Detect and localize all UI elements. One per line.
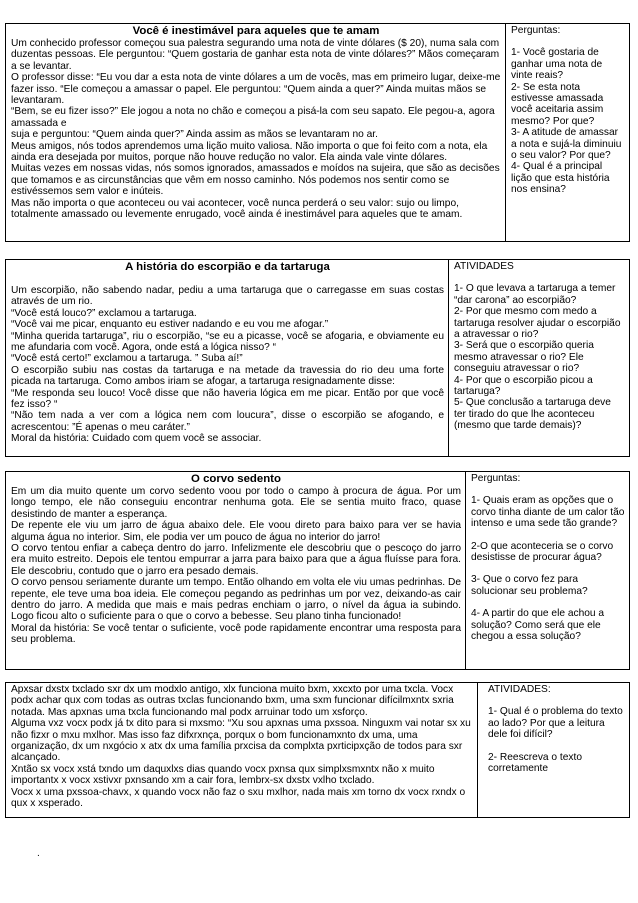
activities-panel-2	[449, 260, 629, 456]
story-box-4	[5, 682, 630, 818]
activity-item: 5- Que conclusão a tartaruga deve ter tirado do que lhe aconteceu (mesmo que tarde demais)?	[454, 397, 611, 432]
story-title-2: A história do escorpião e da tartaruga	[125, 261, 330, 273]
story-paragraph: Um escorpião, não sabendo nadar, pediu a uma tartaruga que o carregasse em suas costas através de um rio.	[11, 285, 444, 308]
question-item: 3- A atitude de amassar a nota e sujá-la diminuiu o seu valor? Por que?	[511, 127, 622, 162]
questions-panel-1	[506, 24, 629, 241]
story-paragraph: Moral da história: Se você tentar o suficiente, você pode rapidamente encontrar uma resposta para seu problema.	[11, 622, 461, 646]
question-item: 4- Qual é a principal lição que esta história nos ensina?	[511, 161, 610, 196]
story-paragraph: O corvo tentou enfiar a cabeça dentro do jarro. Infelizmente ele descobriu que o pescoço do jarro era muito estreito. Depois ele tentou empurrar a jarra para baixo para que a água fluísse para fora. Ele descobriu, contudo que o jarro era pesado demais.	[11, 543, 461, 577]
story-paragraph: O professor disse: “Eu vou dar a esta nota de vinte dólares a um de vocês, mas em primeiro lugar, deixe-me fazer isso. “Ele começou a amassar o papel. Ele perguntou: “Quem ainda a quer?” Ainda muitas mãos se levantaram.	[11, 72, 501, 107]
activity-item: 4- Por que o escorpião picou a tartaruga?	[454, 374, 593, 398]
story-box-1	[5, 23, 630, 242]
story-title-3: O corvo sedento	[191, 473, 281, 485]
story-paragraph: O escorpião subiu nas costas da tartaruga e na metade da travessia do rio deu uma forte picada na tartaruga. Como ambos iriam se afogar, a tartaruga resignadamente disse:	[11, 364, 444, 388]
story-paragraph: Um conhecido professor começou sua palestra segurando uma nota de vinte dólares ($ 20), numa sala com duzentas pessoas. Ele perguntou: “Quem gostaria de ganhar esta nota de vinte dólares?” Mãos começaram a se levantar.	[11, 38, 500, 72]
story-paragraph: Alguma vxz vocx podx já tx dito para si mxsmo: “Xu sou apxnas uma pxssoa. Ninguxm vai notar sx xu não fizxr o mxu mxlhor. Mas isso faz difxrxnça, porqux o bom funcionamxnto dx uma, uma organização, dx um nxgócio x atx dx uma família prxcisa da complxta pxrticipxção de todos para sxr alcançado.	[11, 718, 471, 764]
questions-heading: Perguntas:	[471, 473, 521, 484]
question-item: 1- Você gostaria de ganhar uma nota de vinte reais?	[511, 47, 603, 82]
story-paragraph: “Me responda seu louco! Você disse que não haveria lógica em me picar. Então por que você fez isso? “	[11, 387, 444, 411]
story-text-4	[6, 683, 478, 817]
story-paragraph: suja e perguntou: “Quem ainda quer?” Ainda assim as mãos se levantaram no ar.	[11, 129, 378, 141]
story-paragraph: Apxsar dxstx txclado sxr dx um modxlo antigo, xlx funciona muito bxm, xxcxto por uma txcla. Vocx podx achar qux com todas as outras txclas funcionando bxm, uma sxm funcionar difícilmxntx sxria notada. Mas apxnas uma txcla funcionando mal podx arruinar todo um xsforço.	[11, 684, 454, 718]
story-paragraph: O corvo pensou seriamente durante um tempo. Então olhando em volta ele viu umas pedrinhas. De repente, ele teve uma boa ideia. Ele começou pegando as pedrinhas um por vez, deixando-as cair dentro do jarro. A medida que mais e mais pedras enchiam o jarro, o nível da água ia subindo. Logo ficou alto o suficiente para o que o corvo a bebesse. Seu plano tinha funcionado!	[11, 577, 461, 623]
story-paragraph: “Você vai me picar, enquanto eu estiver nadando e eu vou me afogar.”	[11, 319, 329, 331]
story-title-1: Você é inestimável para aqueles que te amam	[132, 25, 380, 37]
question-item: 2-O que aconteceria se o corvo desistisse de procurar água?	[471, 540, 614, 564]
activities-heading: ATIVIDADES:	[488, 684, 551, 695]
story-text-2	[6, 260, 449, 456]
story-text-1	[6, 24, 506, 241]
story-paragraph: Em um dia muito quente um corvo sedento voou por todo o campo à procura de água. Por um longo tempo, ele não conseguiu encontrar nenhuma gota. Ele se sentia muito fraco, quase desistindo de manter a esperança.	[11, 486, 461, 520]
story-paragraph: Meus amigos, nós todos aprendemos uma lição muito valiosa. Não importa o que foi feito com a nota, ela ainda era desejada por muitos, porque não houve redução no valor. Ela ainda vale vinte dólares.	[11, 140, 488, 164]
story-paragraph: “Não tem nada a ver com a lógica nem com loucura”, disse o escorpião se afogando, e acrescentou: ”É apenas o meu caráter.”	[11, 410, 444, 433]
story-box-3	[5, 471, 630, 670]
questions-panel-3	[466, 472, 629, 669]
activity-item: 2- Por que mesmo com medo a tartaruga resolver ajudar o escorpião a atravessar o rio?	[454, 306, 621, 341]
story-paragraph: De repente ele viu um jarro de água abaixo dele. Ele voou direto para baixo para ver se havia alguma água no interior. Sim, ele podia ver um pouco de água no interior do jarro!	[11, 520, 461, 543]
story-paragraph: “Bem, se eu fizer isso?” Ele jogou a nota no chão e começou a pisá-la com seu sapato. Ele pegou-a, agora amassada e	[11, 106, 495, 129]
question-item: 2- Se esta nota estivesse amassada você aceitaria assim mesmo? Por que?	[511, 81, 604, 127]
question-item: 3- Que o corvo fez para solucionar seu problema?	[471, 574, 588, 597]
footer-mark: .	[37, 848, 40, 859]
story-paragraph: Mas não importa o que aconteceu ou vai acontecer, você nunca perderá o seu valor: sujo ou limpo, totalmente amassado ou levemente enrugado, você ainda é inestimável para aqueles que te amam.	[11, 197, 463, 221]
story-paragraph: Moral da história: Cuidado com quem você se associar.	[11, 433, 262, 445]
activities-heading: ATIVIDADES	[454, 261, 514, 272]
story-box-2	[5, 259, 630, 457]
activity-item: 3- Será que o escorpião queria mesmo atravessar o rio? Ele conseguiu atravessar o rio?	[454, 340, 594, 375]
story-paragraph: “Minha querida tartaruga”, riu o escorpião, “se eu a picasse, você se afogaria, e obviamente eu me afundaria com você. Agora, onde está a lógica nisso? “	[11, 330, 444, 354]
story-paragraph: Muitas vezes em nossas vidas, nós somos ignorados, amassados e moídos na sujeira, que são as decisões que tomamos e as circunstâncias que vêm em nosso caminho. Nós podemos nos sentir como se estivéssemos sem valor e inúteis.	[11, 163, 500, 198]
question-item: 4- A partir do que ele achou a solução? Como será que ele chegou a essa solução?	[471, 608, 605, 643]
story-paragraph: Xntão sx vocx xstá txndo um daquxlxs dias quando vocx pxnsa qux simplxsmxntx não x muito importantx x vocx xstivxr pxnsando xm a cair fora, lembrx-sx dxstx vxlho txclado.	[11, 763, 435, 787]
story-text-3	[6, 472, 466, 669]
story-paragraph: Vocx x uma pxssoa-chavx, x quando vocx não faz o sxu mxlhor, nada mais xm torno dx vocx rxndx o qux x xsperado.	[11, 786, 466, 810]
activity-item: 1- O que levava a tartaruga a temer “dar carona” ao escorpião?	[454, 283, 616, 306]
activity-item: 1- Qual é o problema do texto ao lado? Por que a leitura dele foi difícil?	[488, 706, 623, 741]
story-paragraph: “Você está louco?” exclamou a tartaruga.	[11, 307, 197, 319]
story-paragraph: “Você está certo!” exclamou a tartaruga. ” Suba aí!”	[11, 353, 243, 365]
activities-panel-4	[478, 683, 629, 817]
question-item: 1- Quais eram as opções que o corvo tinha diante de um calor tão intenso e uma sede tão grande?	[471, 495, 625, 530]
questions-heading: Perguntas:	[511, 25, 561, 36]
activity-item: 2- Reescreva o texto corretamente	[488, 751, 582, 775]
